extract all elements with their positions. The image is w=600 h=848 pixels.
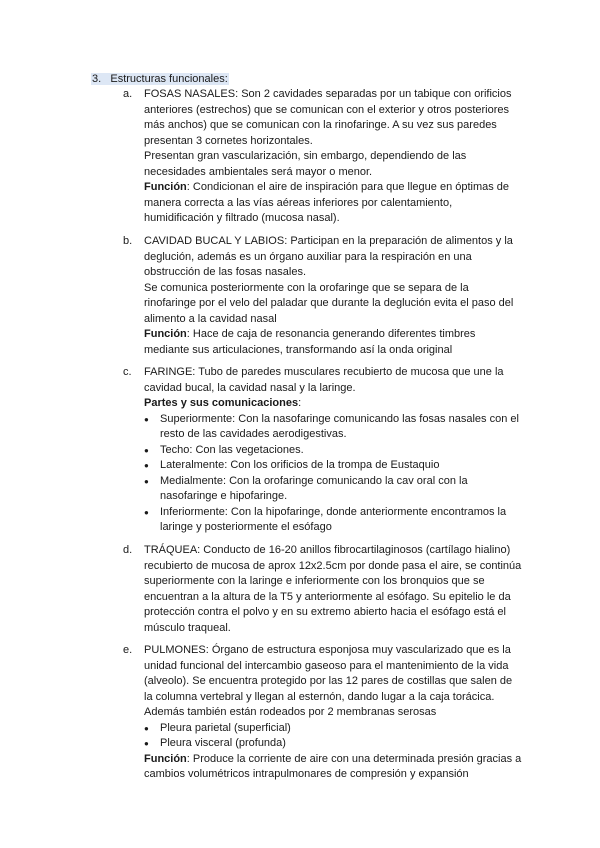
item-letter: e. bbox=[123, 644, 133, 656]
pulmones-bullet-list bbox=[123, 721, 523, 752]
item-paragraph: FOSAS NASALES: Son 2 cavidades separadas por un tabique con orificios anteriores (estrechos) que se comunican con el exterior y otros posteriores más anchos) que se comunican con la rinofaringe. A su vez sus paredes presentan 3 cornetes horizontales. bbox=[144, 88, 512, 147]
item-paragraph: Presentan gran vascularización, sin embargo, dependiendo de las necesidades ambientales será mayor o menor. bbox=[144, 150, 467, 178]
funcion-paragraph bbox=[144, 752, 523, 783]
item-faringe bbox=[123, 365, 523, 536]
funcion-label: Función bbox=[144, 328, 187, 340]
funcion-paragraph bbox=[144, 327, 523, 358]
item-fosas-nasales bbox=[123, 87, 523, 227]
funcion-paragraph bbox=[144, 180, 523, 227]
list-item: ● Lateralmente: Con los orificios de la trompa de Eustaquio bbox=[123, 458, 523, 474]
item-paragraph: TRÁQUEA: Conducto de 16-20 anillos fibrocartilaginosos (cartílago hialino) recubierto de mucosa de aprox 12x2.5cm por donde pasa el aire, se continúa superiormente con la laringe e inferiormente con los bronquios que se encuentran a la altura de la T5 y anteriormente al esófago. Su epitelio le da protección contra el polvo y en su extremo abierto hacia el esófago está el músculo traqueal. bbox=[144, 544, 522, 634]
item-paragraph: CAVIDAD BUCAL Y LABIOS: Participan en la preparación de alimentos y la deglución, además es un órgano auxiliar para la respiración en una obstrucción de las fosas nasales. bbox=[144, 235, 513, 278]
funcion-label: Función bbox=[144, 752, 187, 765]
list-item: ● Superiormente: Con la nasofaringe comunicando las fosas nasales con el resto de las cavidades aerodigestivas. bbox=[123, 412, 523, 443]
item-letter: d. bbox=[123, 544, 133, 556]
item-letter: c. bbox=[123, 366, 132, 378]
funcion-label: Función bbox=[144, 181, 187, 193]
partes-colon: : bbox=[298, 397, 302, 409]
list-item: ● Medialmente: Con la orofaringe comunicando la cav oral con la nasofaringe e hipofaringe. bbox=[123, 474, 523, 505]
list-item: ● Pleura parietal (superficial) bbox=[123, 721, 523, 737]
list-item: ● Inferiormente: Con la hipofaringe, donde anteriormente encontramos la laringe y posteriormente el esófago bbox=[123, 505, 523, 536]
partes-paragraph bbox=[144, 396, 523, 412]
section-heading-highlight bbox=[91, 73, 229, 85]
funcion-text: : Produce la corriente de aire con una determinada presión gracias a cambios volumétricos intrapulmonares de compresión y expansión bbox=[144, 752, 522, 780]
section-title: Estructuras funcionales: bbox=[110, 73, 228, 85]
item-letter: b. bbox=[123, 235, 133, 247]
funcion-text: : Hace de caja de resonancia generando diferentes timbres mediante sus articulaciones, transformando así la onda original bbox=[144, 328, 476, 356]
item-paragraph: FARINGE: Tubo de paredes musculares recubierto de mucosa que une la cavidad bucal, la cavidad nasal y la laringe. bbox=[144, 366, 504, 394]
list-item: ● Pleura visceral (profunda) bbox=[123, 736, 523, 752]
item-pulmones bbox=[123, 643, 523, 783]
list-item: ● Techo: Con las vegetaciones. bbox=[123, 443, 523, 459]
section-number: 3. bbox=[92, 73, 102, 85]
item-traquea bbox=[123, 543, 523, 636]
item-paragraph: Se comunica posteriormente con la orofaringe que se separa de la rinofaringe por el velo del paladar que durante la deglución evita el paso del alimento a la cavidad nasal bbox=[144, 281, 514, 325]
section-heading bbox=[91, 72, 229, 88]
partes-label: Partes y sus comunicaciones bbox=[144, 397, 299, 409]
faringe-bullet-list bbox=[123, 412, 523, 536]
item-cavidad-bucal bbox=[123, 234, 523, 358]
item-paragraph: PULMONES: Órgano de estructura esponjosa muy vascularizado que es la unidad funcional del intercambio gaseoso para el mantenimiento de la vida (alveolo). Se encuentra protegido por las 12 pares de costillas que salen de la columna vertebral y llegan al esternón, dando lugar a la caja torácica. Además también están rodeados por 2 membranas serosas bbox=[144, 644, 513, 718]
item-letter: a. bbox=[123, 88, 133, 100]
funcion-text: : Condicionan el aire de inspiración para que llegue en óptimas de manera correcta a las vías aéreas inferiores por calentamiento, humidificación y filtrado (mucosa nasal). bbox=[144, 181, 510, 224]
